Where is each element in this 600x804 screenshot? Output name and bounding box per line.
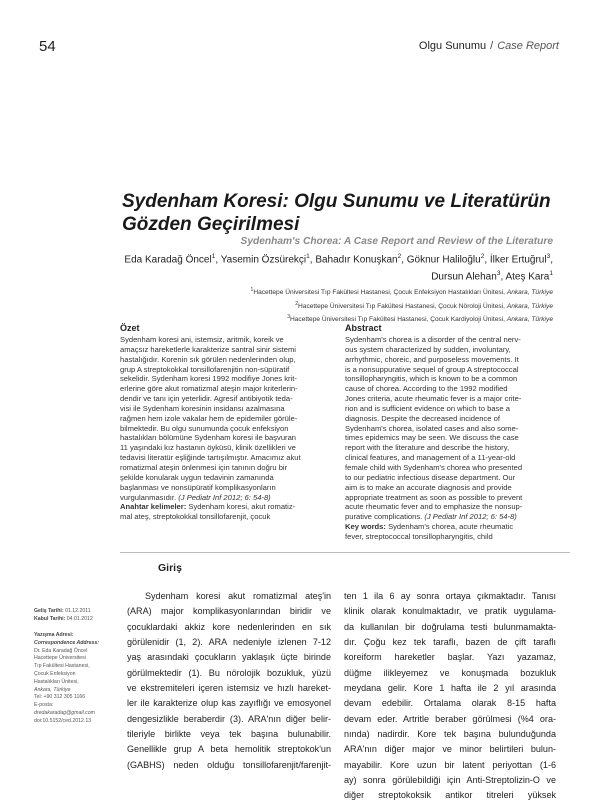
- abstract-line: sekelidir. Sydenham koresi 1992 modifiye Jones krit-: [120, 374, 297, 384]
- author-affiliation-mark: 1: [306, 253, 310, 260]
- body-line: diğer streptokoksik antikor titreleri yüksek: [344, 790, 556, 801]
- author-line-2: Dursun Alehan$^3$, Ateş Kara$^1$: [431, 269, 553, 283]
- abstract-line: aim is to make an accurate diagnosis and provide: [345, 482, 512, 492]
- body-line: klinik olarak konulmaktadır, ve pratik uygulama-: [344, 606, 556, 617]
- author-affiliation-mark: 2: [480, 253, 485, 260]
- keywords-line: [345, 522, 569, 532]
- affiliation-mark: 2: [295, 300, 299, 307]
- abstract-line: şekilde konularak uygun tedavinin zamanında: [120, 472, 274, 482]
- abstract-line: [345, 512, 569, 522]
- abstract-line: Sydenham's chorea is a disorder of the central nerv-: [345, 335, 521, 344]
- body-line: çocuklardaki akkiz kore nedenlerinden en sık: [127, 621, 331, 632]
- author-name: Göknur Haliloğlu: [406, 254, 481, 266]
- accepted-value: 04.01.2012: [66, 615, 93, 622]
- affiliation-text: Hacettepe Üniversitesi Tıp Fakültesi Hastanesi, Çocuk Kardiyoloji Ünitesi,: [289, 316, 505, 324]
- accepted-date: [34, 616, 116, 624]
- author-name: Ateş Kara: [505, 271, 550, 283]
- affiliation-mark: 1: [250, 287, 254, 293]
- body-line: (ARA) major komplikasyonlarından biridir ve: [127, 606, 331, 617]
- received-date: [34, 608, 116, 616]
- body-line: ARA'nın diğer major ve minor belirtileri bulun-: [344, 744, 556, 755]
- abstract-line: tedavisi literatür eşliğinde tartışılmıştır. Amacımız akut: [120, 453, 301, 463]
- correspondence-line: Çocuk Enfeksiyon: [34, 670, 76, 677]
- journal-section-en: Case Report: [497, 40, 559, 52]
- author-name: Bahadır Konuşkan: [315, 254, 398, 266]
- body-line: koreiform hareketler başlar. Yazı yazamaz,: [344, 652, 556, 663]
- abstract-line: Jones criteria, acute rheumatic fever is a major crite-: [345, 394, 522, 404]
- journal-citation: (J Pediatr Inf 2012; 6: 54-8): [178, 492, 271, 502]
- running-head-separator: /: [490, 40, 494, 52]
- author-affiliation-mark: 3: [546, 253, 551, 260]
- keywords-line: mal ateş, streptokokkal tonsillofarenjit, çocuk: [120, 512, 271, 522]
- abstract-line: Sydenham koresi ani, istemsiz, aritmik, koreik ve: [120, 335, 284, 344]
- body-line: tileriyle birlikte veya tek başına bulunabilir.: [127, 729, 331, 740]
- body-line: devam eder. Artritle beraber görülmesi (%4 ora-: [344, 713, 556, 724]
- abstract-line: [120, 493, 344, 503]
- body-line: ve ekstremiteleri içeren istemsiz ve hızlı hareket-: [127, 683, 331, 694]
- author-affiliation-mark: 2: [397, 253, 402, 260]
- author-name: İlker Ertuğrul: [489, 254, 547, 266]
- journal-citation: (J Pediatr Inf 2012; 6: 54-8): [424, 512, 517, 522]
- abstract-line: 11 yaşındaki kız hastanın öyküsü, klinik özellikleri ve: [120, 443, 296, 453]
- affiliation-place: Ankara, Türkiye: [506, 289, 553, 297]
- abstract-english: [345, 323, 569, 542]
- abstract-line: report with the literature and describe the history,: [345, 443, 510, 453]
- received-label: Geliş Tarihi:: [34, 608, 64, 614]
- abstract-line: dendir ve tanı için yeterlidir. Agresif antibiyotik teda-: [120, 394, 293, 404]
- abstract-last-line: vurgulanmasıdır.: [120, 492, 177, 502]
- author-affiliation-mark: 3: [496, 269, 501, 277]
- affiliation-mark: 3: [287, 314, 290, 321]
- affiliation-list: [83, 285, 553, 326]
- section-divider: [120, 552, 570, 553]
- article-dates: [34, 608, 116, 624]
- abstract-heading: Abstract: [345, 323, 382, 333]
- running-head: [419, 40, 559, 52]
- affiliation-text: Hacettepe Üniversitesi Tıp Fakültesi Hastanesi, Çocuk Enfeksiyon Hastalıkları Ünitesi,: [253, 289, 505, 297]
- body-line: dengesizlikle beraberdir (3). ARA'nın diğer belir-: [127, 713, 331, 724]
- article-subtitle: Sydenham's Chorea: A Case Report and Review of the Literature: [240, 236, 553, 247]
- article-title-line-2: Gözden Geçirilmesi: [122, 214, 300, 235]
- body-line: mayabilir. Kore uzun bir latent periyottan (1-6: [344, 759, 556, 770]
- body-column-right: [344, 589, 556, 804]
- body-line: dır. Çoğu kez tek taraflı, bazen de çift taraflı: [344, 637, 556, 648]
- abstract-body: [345, 335, 569, 542]
- body-line: ay) sonra görülebildiği için Anti-Streptolizin-O ve: [344, 775, 556, 786]
- correspondence-line: Tıp Fakültesi Hastanesi,: [34, 663, 90, 670]
- keywords-label: Key words:: [345, 522, 386, 532]
- correspondence-email[interactable]: dredakaradag@gmail.com: [34, 709, 95, 716]
- correspondence-line: Hastalıkları Ünitesi,: [34, 678, 79, 685]
- body-column-left: [127, 589, 331, 773]
- abstract-line: amaçsız hareketlerle karakterize santral sinir sistemi: [120, 344, 296, 354]
- correspondence-line: Hacettepe Üniversitesi: [34, 655, 86, 662]
- abstract-line: times epidemics may be seen. We discuss the case: [345, 433, 519, 443]
- abstract-line: tonsillopharyngitis, which is known to be a common: [345, 374, 518, 384]
- body-line: nında) nadirdir. Kore tek başına bulunduğunda: [344, 729, 556, 740]
- abstract-line: rağmen hem izole vakalar hem de epidemiler görüle-: [120, 413, 298, 423]
- abstract-line: cause of chorea. According to the 1992 modified: [345, 384, 508, 394]
- abstract-line: hastalıkları bölümüne Sydenham koresi ile başvuran: [120, 433, 297, 443]
- abstract-line: clinical features, and management of a 11-year-old: [345, 453, 516, 463]
- abstract-body: [120, 335, 344, 522]
- body-line: ten 1 ila 6 ay sonra ortaya çıkmaktadır. Tanısı: [344, 591, 556, 601]
- article-title-line-1: Sydenham Koresi: Olgu Sunumu ve Literatürün: [122, 191, 551, 212]
- abstract-line: visi ile Sydenham koresinin insidansı azalmasına: [120, 403, 285, 413]
- author-affiliation-mark: 1: [211, 253, 216, 260]
- abstract-last-line: purative complications.: [345, 512, 423, 522]
- correspondence-label-en: Correspondence Address:: [34, 639, 99, 646]
- keywords-text: Sydenham koresi, akut romatiz-: [188, 502, 296, 512]
- abstract-line: appropriate treatment as soon as possible to prevent: [345, 492, 523, 502]
- body-line: Sydenham koresi akut romatizmal ateş'in: [145, 591, 331, 601]
- received-value: 01.12.2011: [65, 608, 91, 614]
- abstract-line: bilmektedir. Bu olgu sunumunda çocuk enfeksiyon: [120, 423, 289, 433]
- author-name: Eda Karadağ Öncel: [124, 254, 212, 266]
- abstract-line: ous system characterized by sudden, involuntary,: [345, 344, 511, 354]
- body-line: görülenidir (1, 2). ARA nedeniyle izlenen 7-12: [127, 637, 331, 648]
- abstract-turkish: [120, 323, 344, 522]
- correspondence-email-label: E-posta:: [34, 702, 54, 709]
- journal-section: Olgu Sunumu: [418, 40, 487, 52]
- abstract-line: grup A streptokokkal tonsillofarenjitin non-süpüratif: [120, 364, 290, 374]
- abstract-line: hastalığıdır. Korenin sık görülen nedenlerinden olup,: [120, 354, 296, 364]
- correspondence-block: [34, 632, 116, 726]
- accepted-label: Kabul Tarihi:: [34, 615, 66, 622]
- affiliation-place: Ankara, Türkiye: [506, 302, 553, 310]
- body-line: görülmektedir (1). Bu nörolojik bozukluk, yüzü: [127, 667, 331, 678]
- body-line: yaş arasındaki çocukların yaklaşık üçte birinde: [127, 652, 331, 663]
- abstract-line: başlanması ve nonsüpüratif komplikasyonların: [120, 482, 276, 492]
- body-line: Genellikle grup A beta hemolitik streptokok'un: [127, 744, 331, 755]
- affiliation: [83, 285, 553, 299]
- abstract-line: erlerine göre akut romatizmal ateşin major kriterlerin-: [120, 384, 298, 394]
- abstract-line: rion and is sufficient evidence on which to base a: [345, 403, 510, 413]
- author-line-1: Eda Karadağ Öncel$^1$, Yasemin Özsürekçi$^1$, Bahadır Konuşkan$^2$, Göknur Haliloğlu$^2$, İlker Ertuğrul$^3$,: [124, 253, 553, 266]
- author-list: [93, 250, 553, 284]
- author-affiliation-mark: 1: [549, 269, 553, 277]
- author-name: Dursun Alehan: [431, 271, 497, 283]
- body-line: (GABHS) neden olduğu tonsillofarenjit/farenjit-: [127, 759, 331, 770]
- body-line: da kullanılan bir doğrulama testi bulunmamakta-: [344, 621, 556, 632]
- body-line: ler ile karakterize olup kas zayıflığı ve emosyonel: [127, 698, 331, 709]
- abstract-heading: Özet: [120, 323, 140, 333]
- body-line: meydana gelir. Kore 1 hafta ile 2 yıl arasında: [344, 683, 556, 694]
- abstract-line: diagnosis. Despite the decreased incidence of: [345, 413, 500, 423]
- section-heading-introduction: Giriş: [158, 562, 182, 574]
- correspondence-city: Ankara, Türkiye: [34, 686, 71, 693]
- affiliation: [83, 299, 553, 313]
- abstract-line: acute rheumatic fever and to emphasize the nonsup-: [345, 502, 523, 512]
- keywords-label: Anahtar kelimeler:: [120, 502, 187, 512]
- keywords-line: [120, 502, 344, 512]
- author-name: Yasemin Özsürekçi: [220, 254, 307, 266]
- abstract-line: Sydenham's chorea, isolated cases and also some-: [345, 423, 519, 433]
- correspondence-label: Yazışma Adresi:: [34, 632, 74, 638]
- correspondence-phone: Tel: +90 312 305 1166: [34, 694, 86, 701]
- abstract-line: is a nonsuppurative sequel of group A streptococcal: [345, 364, 519, 374]
- page-number: 54: [39, 38, 56, 55]
- affiliation-text: Hacettepe Üniversitesi Tıp Fakültesi Hastanesi, Çocuk Nöroloji Ünitesi,: [298, 302, 505, 310]
- abstract-line: romatizmal ateşin önlenmesi için tanının doğru bir: [120, 462, 288, 472]
- body-line: devam edebilir. Ortalama olarak 8-15 hafta: [344, 698, 556, 709]
- correspondence-line: Dr. Eda Karadağ Öncel: [34, 647, 88, 654]
- keywords-line: fever, streptococcal tonsillopharyngitis, child: [345, 531, 493, 541]
- affiliation-place: Ankara, Türkiye: [506, 316, 553, 324]
- abstract-line: arrhythmic, choreic, and purposeless movements. It: [345, 354, 519, 364]
- article-title: [122, 190, 562, 236]
- abstract-line: to our pediatric infectious disease department. Our: [345, 472, 516, 482]
- body-line: düğme ilikleyemez ve konuşmada bozukluk: [344, 667, 556, 678]
- abstract-line: female child with Sydenham's chorea who presented: [345, 462, 523, 472]
- article-doi[interactable]: doi:10.5152/ced.2012.13: [34, 717, 92, 724]
- keywords-text: Sydenham's chorea, acute rheumatic: [388, 522, 514, 532]
